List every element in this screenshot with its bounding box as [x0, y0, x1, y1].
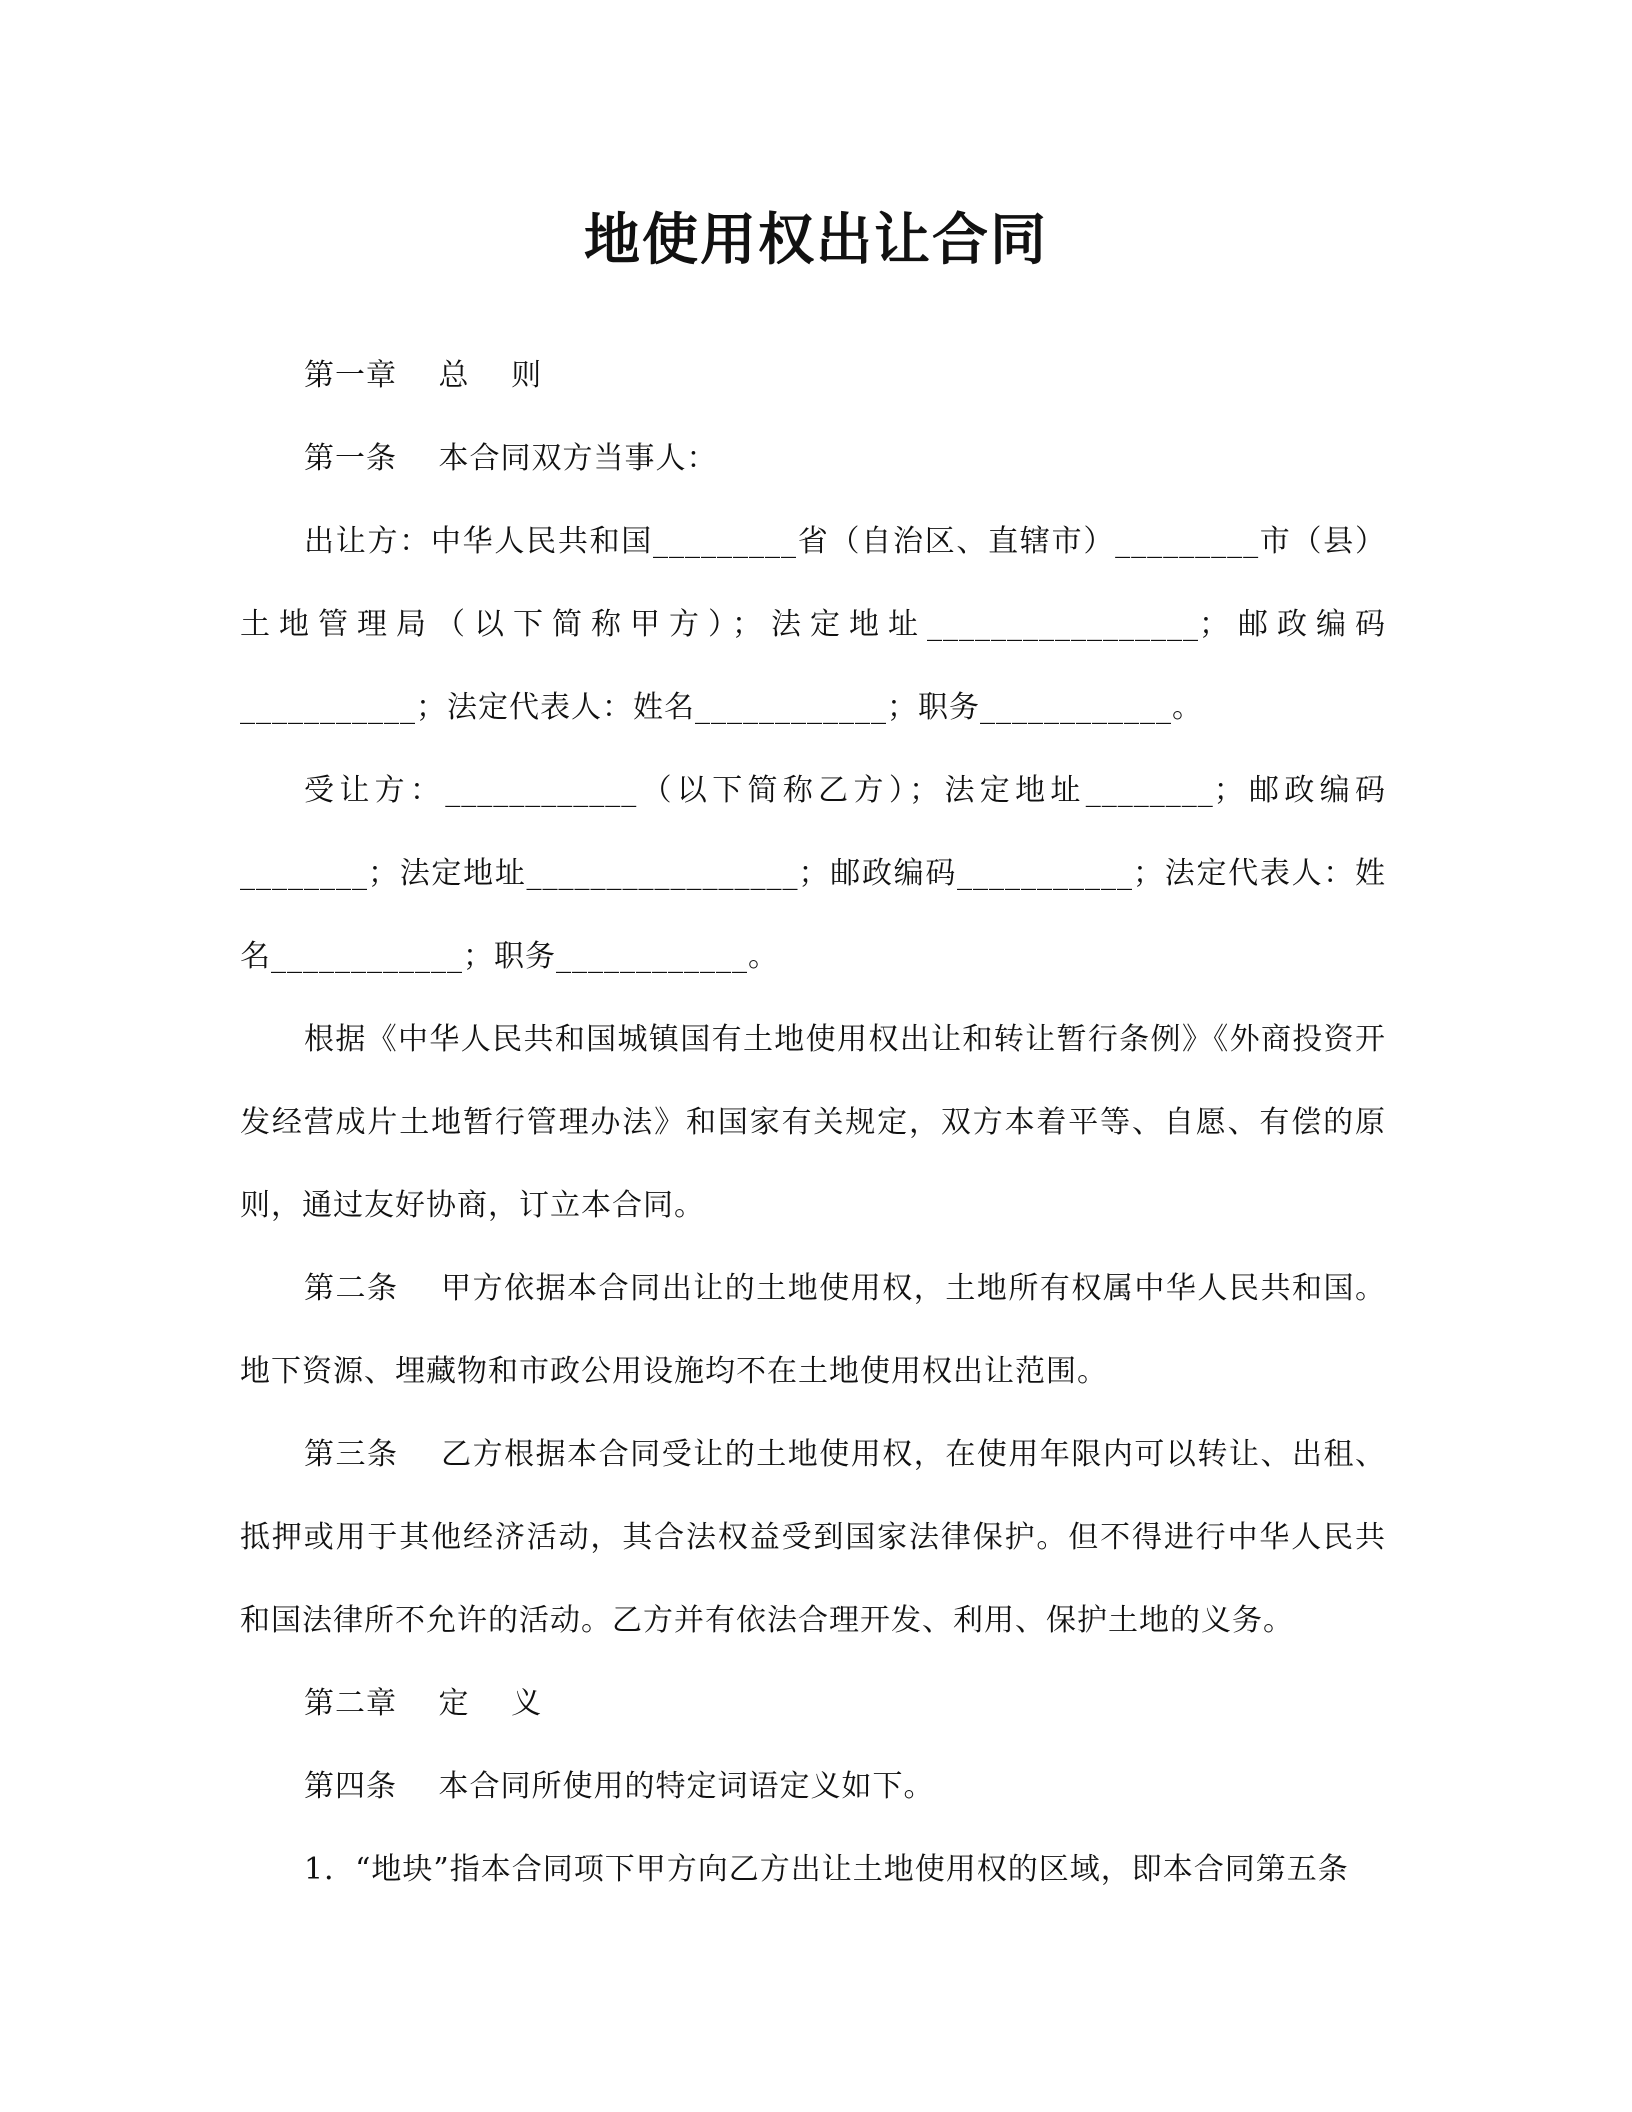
- grantor-paragraph: 出让方：中华人民共和国_________省（自治区、直辖市）_________市（县）土地管理局（以下简称甲方）；法定地址_________________；邮政编码___________；法定代表人：姓名____________；职务____________。: [240, 524, 1386, 725]
- article-3: 第三条 乙方根据本合同受让的土地使用权，在使用年限内可以转让、出租、抵押或用于其他经济活动，其合法权益受到国家法律保护。但不得进行中华人民共和国法律所不允许的活动。乙方并有依法合理开发、利用、保护土地的义务。: [240, 1437, 1386, 1638]
- article-4: 第四条 本合同所使用的特定词语定义如下。: [304, 1769, 935, 1804]
- article-2: 第二条 甲方依据本合同出让的土地使用权，土地所有权属中华人民共和国。地下资源、埋藏物和市政公用设施均不在土地使用权出让范围。: [240, 1271, 1386, 1389]
- document-title: 地使用权出让合同: [584, 208, 1048, 273]
- article-1: 第一条 本合同双方当事人：: [304, 441, 718, 476]
- document-body: [240, 334, 1386, 1911]
- chapter-heading-2: 第二章 定 义: [304, 1686, 543, 1721]
- legal-basis-paragraph: 根据《中华人民共和国城镇国有土地使用权出让和转让暂行条例》《外商投资开发经营成片土地暂行管理办法》和国家有关规定，双方本着平等、自愿、有偿的原则，通过友好协商，订立本合同。: [240, 1022, 1386, 1223]
- grantee-paragraph: 受让方：____________（以下简称乙方）；法定地址________；邮政编码________；法定地址_________________；邮政编码___________；法定代表人：姓名____________；职务____________。: [240, 773, 1386, 974]
- chapter-heading-1: 第一章 总 则: [304, 358, 543, 393]
- definition-item-1: 1．“地块”指本合同项下甲方向乙方出让土地使用权的区域，即本合同第五条: [304, 1852, 1349, 1887]
